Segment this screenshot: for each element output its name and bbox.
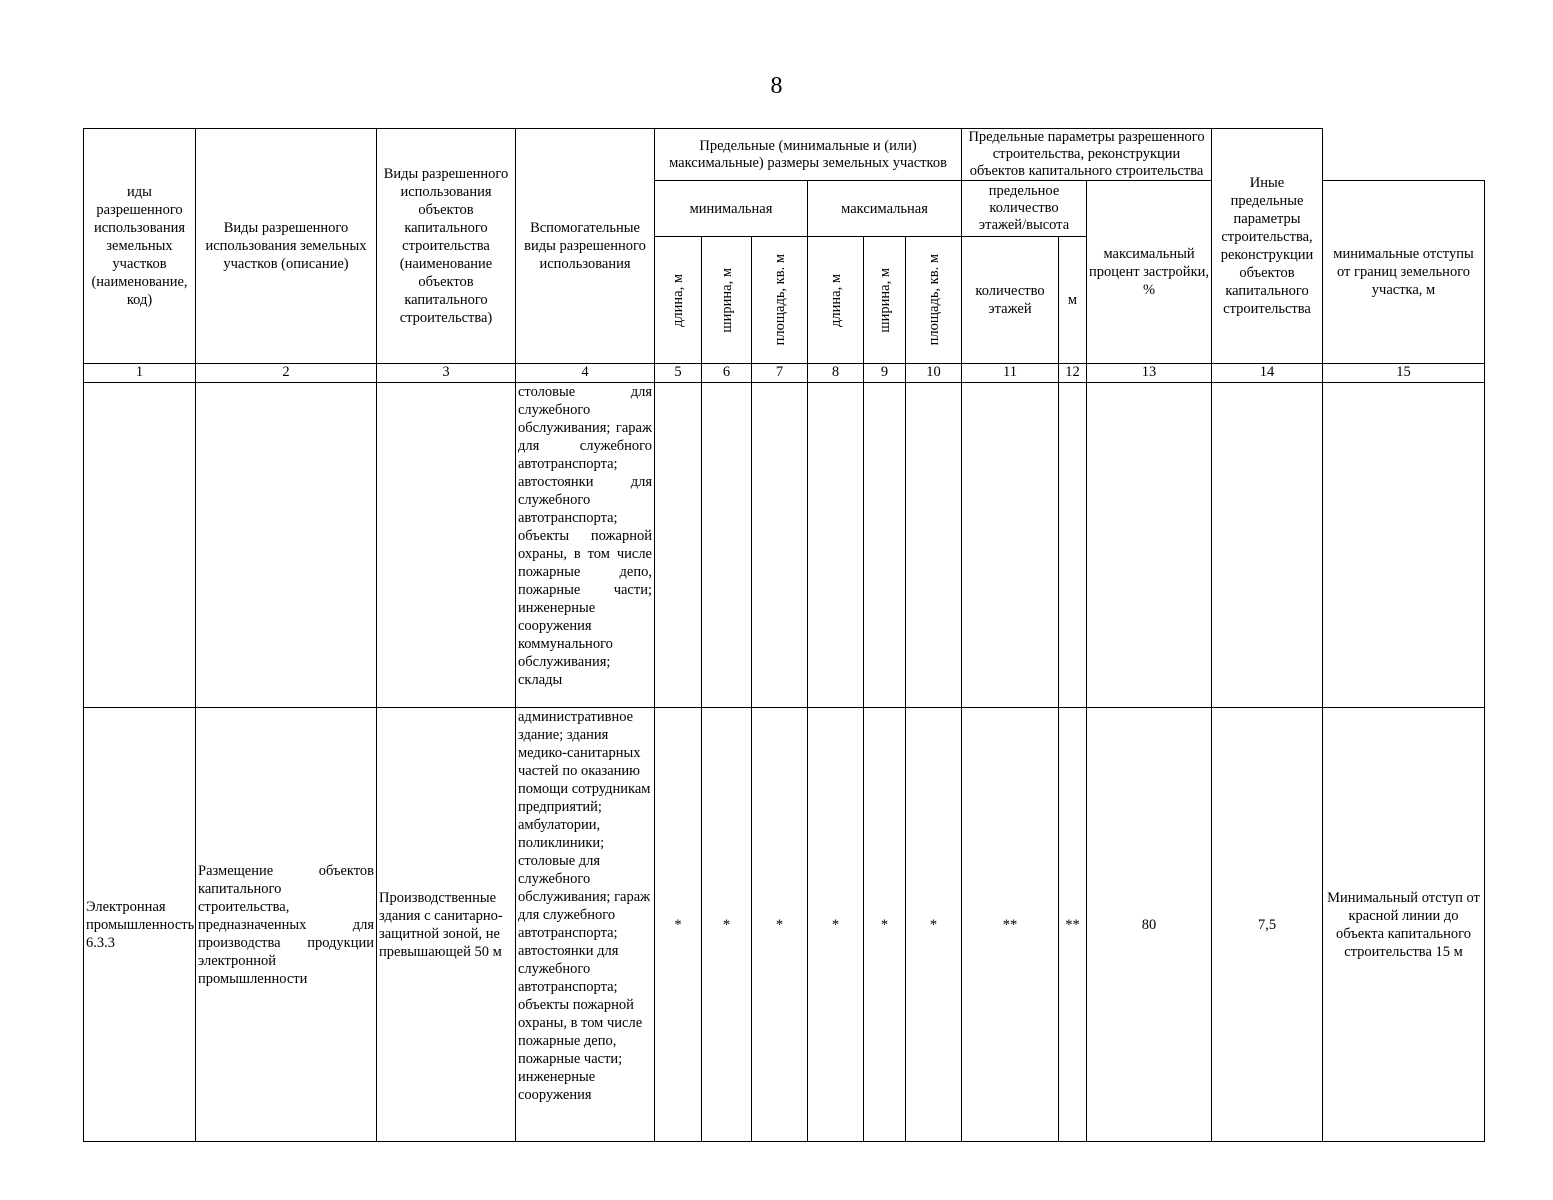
table-row [84, 383, 1485, 708]
row1-auxiliary-uses: столовые для служебного обслуживания; гараж для служебного автотранспорта; автостоянки для служебного автотранспорта; объекты пожарной охраны, в том числе пожарные депо, пожарные части; инженерные сооружения коммунального обслуживания; склады [516, 383, 655, 708]
header-col1: иды разрешенного использования земельных участков (наименование, код) [84, 129, 196, 364]
header-max-percent: максимальный процент застройки, % [1087, 181, 1212, 364]
row2-max-width: * [864, 708, 906, 1142]
column-number-row [84, 364, 1485, 383]
row2-min-length: * [655, 708, 702, 1142]
col-num: 13 [1087, 364, 1212, 383]
header-max-width: ширина, м [864, 237, 906, 364]
header-col2: Виды разрешенного использования земельных участков (описание) [196, 129, 377, 364]
header-min: минимальная [655, 181, 808, 237]
col-num: 14 [1212, 364, 1323, 383]
row2-floors: ** [962, 708, 1059, 1142]
col-num: 8 [808, 364, 864, 383]
col-num: 6 [702, 364, 752, 383]
row2-min-area: * [752, 708, 808, 1142]
col-num: 3 [377, 364, 516, 383]
row2-auxiliary-uses: административное здание; здания медико-санитарных частей по оказанию помощи сотрудникам предприятий; амбулатории, поликлиники; столовые для служебного обслуживания; гараж для служебного автотранспорта; автостоянки для служебного автотранспорта; объекты пожарной охраны, в том числе пожарные депо, пожарные части; инженерные сооружения [516, 708, 655, 1142]
row2-description: Размещение объектов капитального строительства, предназначенных для производства продукции электронной промышленности [196, 708, 377, 1142]
row2-other-params: Минимальный отступ от красной линии до объекта капитального строительства 15 м [1323, 708, 1485, 1142]
row2-height: ** [1059, 708, 1087, 1142]
col-num: 5 [655, 364, 702, 383]
header-floors-height: предельное количество этажей/высота [962, 181, 1087, 237]
header-min-area: площадь, кв. м [752, 237, 808, 364]
col-num: 11 [962, 364, 1059, 383]
header-max-area: площадь, кв. м [906, 237, 962, 364]
header-floors: количество этажей [962, 237, 1059, 364]
row2-min-indent: 7,5 [1212, 708, 1323, 1142]
row1-col3 [377, 383, 516, 708]
row1-col2 [196, 383, 377, 708]
col-num: 9 [864, 364, 906, 383]
col-num: 10 [906, 364, 962, 383]
zoning-table [83, 128, 1485, 1142]
row2-min-width: * [702, 708, 752, 1142]
row2-max-length: * [808, 708, 864, 1142]
header-max: максимальная [808, 181, 962, 237]
row2-max-area: * [906, 708, 962, 1142]
col-num: 12 [1059, 364, 1087, 383]
col-num: 1 [84, 364, 196, 383]
header-col3: Виды разрешенного использования объектов капитального строительства (наименование объектов капитального строительства) [377, 129, 516, 364]
header-min-width: ширина, м [702, 237, 752, 364]
col-num: 15 [1323, 364, 1485, 383]
col-num: 7 [752, 364, 808, 383]
header-land-sizes: Предельные (минимальные и (или) максимальные) размеры земельных участков [655, 129, 962, 181]
row2-land-use-code: Электронная промышленность 6.3.3 [84, 708, 196, 1142]
header-m: м [1059, 237, 1087, 364]
row1-col1 [84, 383, 196, 708]
page-number: 8 [770, 73, 783, 99]
table-row [84, 708, 1485, 1142]
header-min-indent: минимальные отступы от границ земельного участка, м [1323, 181, 1485, 364]
header-col4: Вспомогательные виды разрешенного использования [516, 129, 655, 364]
col-num: 2 [196, 364, 377, 383]
row2-max-percent: 80 [1087, 708, 1212, 1142]
col-num: 4 [516, 364, 655, 383]
row2-capital-objects: Производственные здания с санитарно-защитной зоной, не превышающей 50 м [377, 708, 516, 1142]
header-other-params: Иные предельные параметры строительства, реконструкции объектов капитального строительства [1212, 129, 1323, 364]
header-max-length: длина, м [808, 237, 864, 364]
header-min-length: длина, м [655, 237, 702, 364]
header-build-params: Предельные параметры разрешенного строительства, реконструкции объектов капитального строительства [962, 129, 1212, 181]
